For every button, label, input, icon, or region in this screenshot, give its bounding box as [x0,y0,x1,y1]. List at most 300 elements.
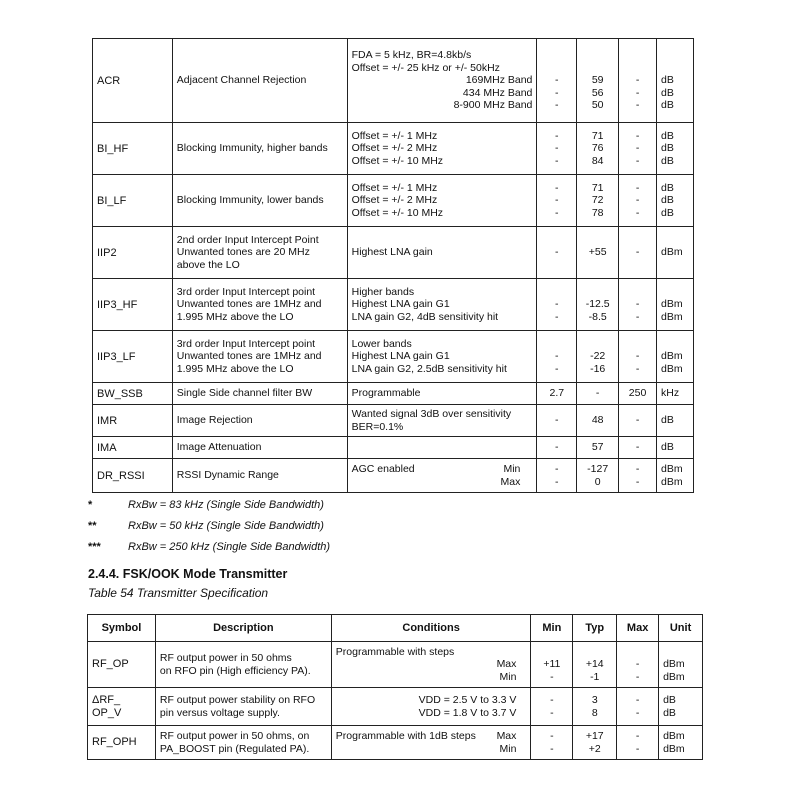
cell-max-line: - [635,730,640,742]
cell-max-line: - [635,99,640,112]
cell-max-line: - [635,86,640,99]
cell-description-line: 3rd order Input Intercept point [176,337,316,350]
cell-conditions-line: BER=0.1% [351,420,404,433]
cell-typ-line: 76 [591,142,604,155]
cell-symbol-line: RF_OP [92,658,129,671]
cell-conditions-line: LNA gain G2, 4dB sensitivity hit [351,310,499,323]
cell-unit [657,227,694,279]
cell-typ-line: 48 [591,414,604,427]
cell-max-line: - [635,362,640,375]
cell-unit-line: dBm [663,730,685,742]
cell-min [537,459,577,493]
cell-symbol [88,642,156,688]
cell-typ [577,279,619,331]
cell-typ-line: -12.5 [585,298,610,311]
cell-typ-line: 56 [591,86,604,99]
cell-symbol: BI_LF [93,175,173,227]
cell-unit [657,279,694,331]
cell-description [172,383,347,405]
cell-max [619,123,657,175]
header-description: Description [155,615,331,642]
cell-conditions-line: LNA gain G2, 2.5dB sensitivity hit [351,362,507,375]
cell-min-line: - [555,310,559,323]
cell-max-line: - [635,206,640,219]
cell-conditions-line: Offset = +/- 10 MHz [351,154,444,167]
cell-unit-line: dBm [661,463,683,475]
cell-max-line [623,62,652,75]
header-conditions: Conditions [331,615,531,642]
cell-typ-line: 71 [591,181,604,194]
cell-description [172,123,347,175]
table-row [93,227,694,279]
cell-typ-line: -127 [587,463,609,475]
header-max: Max [617,615,659,642]
cell-unit-line: dB [661,194,674,207]
cell-unit-line [661,286,689,299]
cell-min-line: - [555,206,559,219]
cell-conditions [347,175,537,227]
cell-max [619,227,657,279]
cell-typ-line: 78 [591,206,604,219]
cell-conditions-line: Min [499,742,517,755]
cell-min-line: - [550,694,554,706]
section-heading: 2.4.4. FSK/OOK Mode Transmitter [88,567,288,581]
cell-description [155,726,331,760]
cell-unit [657,405,694,437]
cell-description [172,227,347,279]
cell-min-line [541,286,572,299]
cell-symbol: IMA [93,437,173,459]
cell-min-line: - [550,706,554,719]
cell-typ-line: - [595,387,600,400]
cell-conditions [347,39,537,123]
cell-min-line: - [555,181,559,194]
cell-unit-line: dBm [661,350,683,363]
cell-max-line: - [635,310,640,323]
cell-unit [657,123,694,175]
cell-typ [577,405,619,437]
footnote-mark: *** [88,541,101,553]
cell-conditions-line: VDD = 2.5 V to 3.3 V [418,694,517,706]
cell-description-line: on RFO pin (High efficiency PA). [159,664,311,677]
cell-min-line: - [555,298,559,311]
cell-typ-line: 0 [594,475,601,488]
cell-symbol: IIP3_HF [93,279,173,331]
cell-symbol [88,726,156,760]
cell-max [619,175,657,227]
cell-unit-line: dBm [661,310,683,323]
cell-max [619,383,657,405]
cell-min-line: - [555,74,559,87]
cell-symbol-line: OP_V [92,706,122,719]
cell-conditions-line: 8-900 MHz Band [453,99,533,112]
cell-min-line [541,62,572,75]
cell-description [172,437,347,459]
table-row [88,642,703,688]
cell-description-line: Image Rejection [176,414,253,427]
cell-typ [577,227,619,279]
cell-max-line: - [635,670,640,683]
cell-min-line: - [555,99,559,112]
cell-description-line: 2nd order Input Intercept Point [176,233,319,246]
cell-typ-line: -16 [590,362,606,375]
cell-description-line: Blocking Immunity, higher bands [176,142,328,155]
table-row [93,437,694,459]
cell-min [537,383,577,405]
cell-typ-line: -22 [590,350,606,363]
cell-conditions-line: 169MHz Band [465,74,533,87]
cell-description-line: Unwanted tones are 1MHz and [176,350,322,363]
table-row [93,39,694,123]
cell-conditions-line: VDD = 1.8 V to 3.7 V [418,706,517,719]
cell-min [537,39,577,123]
cell-max-line [623,286,652,299]
cell-unit-line: kHz [661,387,680,400]
cell-min [537,331,577,383]
cell-conditions-line: Higher bands [351,285,415,298]
cell-max-line: - [635,694,640,706]
cell-conditions [347,383,537,405]
cell-conditions-line: Offset = +/- 10 MHz [351,206,444,219]
cell-max [617,726,659,760]
footnote-text: RxBw = 250 kHz (Single Side Bandwidth) [128,541,331,553]
footnote-mark: ** [88,520,97,532]
cell-min-line: - [555,441,559,454]
cell-typ-line: 3 [591,694,598,706]
cell-typ [577,383,619,405]
cell-description-line: 1.995 MHz above the LO [176,362,294,375]
cell-conditions-line: AGC enabled [351,463,415,475]
cell-description-line: 3rd order Input Intercept point [176,285,316,298]
cell-conditions [347,459,537,493]
cell-conditions [347,123,537,175]
cell-max-line: - [635,194,640,207]
cell-conditions-line: Offset = +/- 2 MHz [351,142,438,155]
cell-conditions-line: Programmable [351,387,421,400]
cell-conditions [347,331,537,383]
cell-description-line: RSSI Dynamic Range [176,469,279,482]
cell-description-line: pin versus voltage supply. [159,706,280,719]
cell-unit-line: dB [661,99,674,112]
cell-conditions-line: Offset = +/- 25 kHz or +/- 50kHz [351,61,500,74]
footnote-text: RxBw = 83 kHz (Single Side Bandwidth) [128,499,324,511]
footnote-1 [88,499,324,511]
cell-conditions [331,642,531,688]
cell-typ-line: -1 [590,670,600,683]
header-typ: Typ [573,615,617,642]
cell-max-line: - [635,74,640,87]
transmitter-spec-table [87,614,703,760]
cell-min-line: - [555,142,559,155]
cell-unit-line: dB [663,694,676,706]
cell-min-line: - [555,475,559,488]
cell-typ-line [581,49,614,62]
cell-min [537,175,577,227]
cell-symbol: BW_SSB [93,383,173,405]
cell-min [531,642,573,688]
cell-typ-line: +17 [585,730,604,742]
cell-symbol: IIP2 [93,227,173,279]
cell-conditions-line: Max [496,730,517,742]
cell-max-line: - [635,129,640,142]
cell-unit [657,331,694,383]
cell-unit [657,39,694,123]
cell-min-line: - [550,742,554,755]
cell-min-line: - [555,362,559,375]
footnote-2 [88,520,324,532]
cell-symbol: DR_RSSI [93,459,173,493]
cell-typ [573,726,617,760]
cell-typ [573,688,617,726]
cell-min [537,227,577,279]
cell-conditions-line: Highest LNA gain G1 [351,298,450,311]
cell-symbol-line: RF_OPH [92,736,137,749]
cell-unit-line: dB [661,441,674,454]
cell-conditions [347,279,537,331]
cell-unit [659,688,703,726]
cell-min-line: +11 [543,658,561,670]
table-row [93,331,694,383]
cell-max [619,405,657,437]
cell-min-line: - [555,246,559,259]
cell-max-line: - [635,246,640,259]
cell-conditions-line: Offset = +/- 2 MHz [351,194,438,207]
cell-min-line: - [555,350,559,363]
cell-conditions-line: Highest LNA gain [351,246,433,259]
footnote-3 [88,541,330,553]
cell-max [619,279,657,331]
table-header-row [88,615,703,642]
cell-max-line: - [635,742,640,755]
cell-typ [577,39,619,123]
transmitter-spec-table-body [88,642,703,760]
cell-min-line: - [555,194,559,207]
cell-description [172,39,347,123]
cell-max-line: - [635,298,640,311]
cell-symbol [88,688,156,726]
cell-unit [657,459,694,493]
cell-typ [577,175,619,227]
table-caption: Table 54 Transmitter Specification [88,586,269,600]
cell-unit-line: dB [661,206,674,219]
cell-min-line: - [555,129,559,142]
cell-unit-line: dB [661,129,674,142]
cell-max-line: - [635,475,640,488]
cell-typ-line: +2 [588,742,601,755]
cell-typ-line: -8.5 [588,310,607,323]
cell-description-line: RF output power in 50 ohms [159,652,292,664]
cell-max-line [623,338,652,351]
cell-max [619,459,657,493]
cell-conditions [331,726,531,760]
cell-unit [657,437,694,459]
cell-conditions-line: Min [499,670,517,683]
cell-symbol-line: ΔRF_ [92,694,121,706]
cell-min-line: 2.7 [549,387,565,400]
cell-conditions-line: Lower bands [351,337,412,350]
cell-description-line: Unwanted tones are 1MHz and [176,298,322,311]
cell-description-line: Unwanted tones are 20 MHz [176,246,310,259]
header-unit: Unit [659,615,703,642]
cell-typ-line: 72 [591,194,604,207]
cell-typ-line: 84 [591,154,604,167]
cell-description [172,175,347,227]
table-row [93,405,694,437]
cell-max-line: - [635,441,640,454]
cell-symbol: IMR [93,405,173,437]
cell-min-line [541,49,572,62]
cell-max-line [623,49,652,62]
cell-unit-line: dBm [663,742,685,755]
cell-min [537,405,577,437]
cell-conditions-line: Highest LNA gain G1 [351,350,450,363]
cell-description-line: PA_BOOST pin (Regulated PA). [159,742,310,755]
cell-typ [577,123,619,175]
cell-unit-line: dBm [663,670,685,683]
footnote-text: RxBw = 50 kHz (Single Side Bandwidth) [128,520,324,532]
cell-conditions-line: Offset = +/- 1 MHz [351,181,438,194]
cell-max-line: 250 [628,387,647,400]
cell-min [537,437,577,459]
cell-conditions-sub: Max [500,475,521,488]
cell-unit-line [661,62,689,75]
cell-symbol: ACR [93,39,173,123]
cell-description [155,642,331,688]
cell-unit-line: dB [663,706,676,719]
cell-typ-line: 71 [591,129,604,142]
cell-symbol: IIP3_LF [93,331,173,383]
cell-unit-line [661,338,689,351]
cell-unit-line: dB [661,86,674,99]
cell-typ-line: 59 [591,74,604,87]
cell-unit-line: dBm [663,658,685,670]
cell-unit-line: dB [661,142,674,155]
cell-max-line: - [635,414,640,427]
cell-max [619,437,657,459]
cell-description [172,459,347,493]
cell-conditions-line: 434 MHz Band [462,86,533,99]
cell-description-line: Single Side channel filter BW [176,387,313,400]
cell-min-line: - [550,730,554,742]
cell-description [172,405,347,437]
cell-min [537,279,577,331]
cell-min-line: - [555,86,559,99]
cell-conditions-line: Offset = +/- 1 MHz [351,129,438,142]
cell-max [617,688,659,726]
cell-description [155,688,331,726]
cell-min-line [541,338,572,351]
cell-unit [657,383,694,405]
cell-typ [573,642,617,688]
cell-conditions [331,688,531,726]
cell-unit-line: dB [661,154,674,167]
cell-description-line: Adjacent Channel Rejection [176,74,307,87]
header-symbol: Symbol [88,615,156,642]
cell-unit-line: dBm [661,475,683,488]
cell-max [617,642,659,688]
cell-description [172,331,347,383]
table-row [93,279,694,331]
cell-typ [577,331,619,383]
cell-min-line: - [550,670,554,683]
cell-typ-line: +14 [585,658,604,670]
cell-min [531,688,573,726]
cell-description-line: 1.995 MHz above the LO [176,310,294,323]
cell-typ-line [581,286,614,299]
cell-typ-line: +55 [588,246,607,259]
cell-description-line: RF output power in 50 ohms, on [159,730,310,742]
cell-max-line: - [635,706,640,719]
cell-description-line: RF output power stability on RFO [159,694,316,706]
cell-typ-line: 50 [591,99,604,112]
cell-description-line: Blocking Immunity, lower bands [176,194,324,207]
cell-max-line: - [635,658,640,670]
cell-max-line: - [635,350,640,363]
cell-typ-line: 8 [591,706,598,719]
cell-max-line: - [635,181,640,194]
cell-min [531,726,573,760]
cell-max [619,39,657,123]
cell-max-line: - [635,463,640,475]
header-min: Min [531,615,573,642]
cell-typ-line [581,62,614,75]
cell-conditions [347,405,537,437]
cell-typ [577,459,619,493]
cell-unit [659,642,703,688]
cell-conditions-head: Programmable with 1dB steps [335,730,476,742]
cell-unit [657,175,694,227]
table-row [93,175,694,227]
cell-unit-line [661,49,689,62]
table-row [93,459,694,493]
cell-min-line: - [555,414,559,427]
cell-conditions-sub: Min [503,463,521,475]
cell-conditions [347,227,537,279]
footnote-mark: * [88,499,93,511]
cell-conditions-line: Max [496,658,517,671]
cell-conditions-head: Programmable with steps [335,645,455,658]
cell-unit-line: dBm [661,362,683,375]
cell-description [172,279,347,331]
table-row [88,726,703,760]
receiver-spec-table-body [93,39,694,493]
cell-unit-line: dBm [661,298,683,311]
cell-conditions-line: FDA = 5 kHz, BR=4.8kb/s [351,49,472,62]
cell-max [619,331,657,383]
cell-description-line: Image Attenuation [176,441,262,454]
cell-description-line: above the LO [176,258,240,271]
cell-min [537,123,577,175]
cell-conditions-line [352,441,533,454]
receiver-spec-table [92,38,694,493]
cell-min-line: - [555,463,559,475]
cell-symbol: BI_HF [93,123,173,175]
cell-unit-line: dB [661,414,674,427]
table-row [88,688,703,726]
cell-typ-line: 57 [591,441,604,454]
cell-typ-line [581,338,614,351]
cell-typ [577,437,619,459]
cell-unit-line: dBm [661,246,683,259]
cell-unit-line: dB [661,181,674,194]
cell-max-line: - [635,154,640,167]
cell-unit-line: dB [661,74,674,87]
cell-conditions-line: Wanted signal 3dB over sensitivity [351,408,512,420]
table-row [93,123,694,175]
cell-min-line: - [555,154,559,167]
cell-max-line: - [635,142,640,155]
cell-conditions [347,437,537,459]
